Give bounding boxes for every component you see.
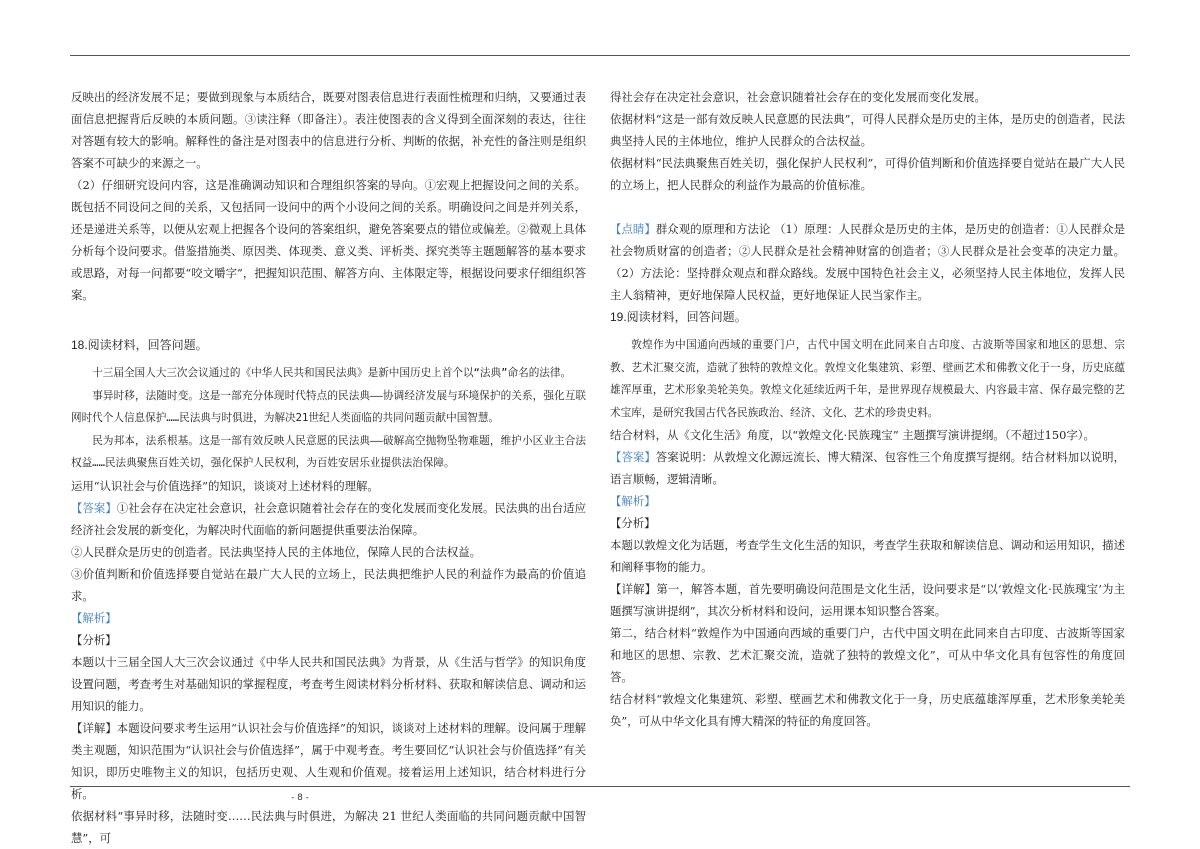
page-number: - 8 - bbox=[291, 793, 309, 803]
text-paragraph: 得社会存在决定社会意识，社会意识随着社会存在的变化发展而变化发展。 bbox=[610, 90, 986, 104]
header-rule bbox=[70, 55, 1130, 56]
answer-paragraph bbox=[610, 446, 1125, 490]
detail-text: 第一，解答本题，首先要明确设问范围是文化生活，设问要求是“以‘敦煌文化·民族瑰宝’为主题撰写演讲提纲”，其次分析材料和设问，运用课本知识整合答案。 bbox=[610, 582, 1125, 618]
material-paragraph: 事异时移，法随时变。这是一部充分体现时代特点的民法典——协调经济发展与环境保护的关系，强化互联网时代个人信息保护……民法典与时俱进，为解决21世纪人类面临的共同问题贡献中国智慧。 bbox=[71, 389, 586, 424]
text-paragraph: 结合材料“敦煌文化集建筑、彩塑、壁画艺术和佛教文化于一身，历史底蕴雄浑厚重，艺术形象美轮美奂”，可从中华文化具有博大精深的特征的角度回答。 bbox=[610, 692, 1125, 728]
text-paragraph: 第二，结合材料“敦煌作为中国通向西域的重要门户，古代中国文明在此同来自古印度、古波斯等国家和地区的思想、宗教、艺术汇聚交流，造就了独特的敦煌文化”，可从中华文化具有包容性的角度回答。 bbox=[610, 626, 1125, 684]
fenxi-paragraph: 本题以敦煌文化为话题，考查学生文化生活的知识，考查学生获取和解读信息、调动和运用知识，描述和阐释事物的能力。 bbox=[610, 538, 1125, 574]
analysis-tag: 【解析】 bbox=[610, 494, 656, 508]
material-paragraph: 民为邦本，法系根基。这是一部有效反映人民意愿的民法典——破解高空抛物坠物难题，维护小区业主合法权益……民法典聚焦百姓关切，强化保护人民权利，为百姓安居乐业提供法治保障。 bbox=[71, 434, 586, 469]
tip-tag: 【点睛】 bbox=[610, 222, 656, 236]
answer-text: 答案说明：从敦煌文化源远流长、博大精深、包容性三个角度撰写提纲。结合材料加以说明，语言顺畅，逻辑清晰。 bbox=[610, 450, 1125, 486]
question-19-title: 19.阅读材料，回答问题。 bbox=[610, 310, 747, 324]
text-paragraph: （2）仔细研究设问内容，这是准确调动知识和合理组织答案的导向。①宏观上把握设问之间的关系。既包括不同设问之间的关系，又包括同一设问中的两个小设问之间的关系。明确设问之间是并列关系，还是递进关系等，以便从宏观上把握各个设问的答案组织，避免答案要点的错位或偏差。②微观上具体分析每个设问要求。借鉴措施类、原因类、体现类、意义类、评析类、探究类等主题题解答的基本要求或思路，对每一问都要“咬文嚼字”，把握知识范围、解答方向、主体限定等，根据设问要求仔细组织答案。 bbox=[71, 178, 586, 302]
detail-tag: 【详解】 bbox=[610, 582, 657, 596]
footer-rule bbox=[70, 786, 1130, 787]
detail-paragraph bbox=[71, 717, 586, 805]
detail-text: 本题设问要求考生运用“认识社会与价值选择”的知识，谈谈对上述材料的理解。设问属于理解类主观题，知识范围为“认识社会与价值选择”，属于中观考查。考生要回忆“认识社会与价值选择”有关知识，即历史唯物主义的知识，包括历史观、人生观和价值观。接着运用上述知识，结合材料进行分析。 bbox=[71, 720, 586, 801]
fenxi-tag: 【分析】 bbox=[71, 632, 117, 647]
detail-tag: 【详解】 bbox=[71, 720, 117, 735]
text-paragraph: 依据材料“这是一部有效反映人民意愿的民法典”，可得人民群众是历史的主体，是历史的创造者，民法典坚持人民的主体地位，维护人民群众的合法权益。 bbox=[610, 112, 1125, 148]
answer-point: ③价值判断和价值选择要自觉站在最广大人民的立场上，民法典把维护人民的利益作为最高的价值追求。 bbox=[71, 566, 586, 603]
answer-point: ②人民群众是历史的创造者。民法典坚持人民的主体地位，保障人民的合法权益。 bbox=[71, 544, 482, 559]
detail-paragraph bbox=[610, 578, 1125, 622]
answer-paragraph bbox=[71, 497, 586, 541]
text-paragraph: 依据材料“民法典聚焦百姓关切，强化保护人民权利”，可得价值判断和价值选择要自觉站在最广大人民的立场上，把人民群众的利益作为最高的价值标准。 bbox=[610, 156, 1125, 192]
text-paragraph: 反映出的经济发展不足；要做到现象与本质结合，既要对图表信息进行表面性梳理和归纳，又要通过表面信息把握背后反映的本质问题。③读注释（即备注）。表注使图表的含义得到全面深刻的表达，往往对答题有较大的影响。解释性的备注是对图表中的信息进行分析、判断的依据，补充性的备注则是组织答案不可缺少的来源之一。 bbox=[71, 90, 586, 170]
material-paragraph: 敦煌作为中国通向西域的重要门户，古代中国文明在此同来自古印度、古波斯等国家和地区的思想、宗教、艺术汇聚交流，造就了独特的敦煌文化。敦煌文化集建筑、彩塑、壁画艺术和佛教文化于一身，历史底蕴雄浑厚重，艺术形象美轮美奂。敦煌文化延续近两千年，是世界现存规模最大、内容最丰富、保存最完整的艺术宝库，是研究我国古代各民族政治、经济、文化、艺术的珍贵史料。 bbox=[610, 339, 1125, 419]
left-column bbox=[71, 86, 586, 849]
fenxi-tag: 【分析】 bbox=[610, 516, 656, 530]
answer-tag: 【答案】 bbox=[610, 450, 656, 464]
answer-text: ①社会存在决定社会意识，社会意识随着社会存在的变化发展而变化发展。民法典的出台适应经济社会发展的新变化，为解决时代面临的新问题提供重要法治保障。 bbox=[71, 500, 586, 537]
text-paragraph: 依据材料“事异时移，法随时变……民法典与时俱进，为解决 21 世纪人类面临的共同问题贡献中国智慧”，可 bbox=[71, 808, 586, 845]
right-column bbox=[610, 86, 1125, 732]
question-18-title: 18.阅读材料，回答问题。 bbox=[71, 338, 208, 352]
question-prompt: 运用“认识社会与价值选择”的知识，谈谈对上述材料的理解。 bbox=[71, 478, 379, 493]
analysis-tag: 【解析】 bbox=[71, 610, 117, 625]
tip-text: 群众观的原理和方法论 （1）原理：人民群众是历史的主体，是历史的创造者：①人民群众是社会物质财富的创造者；②人民群众是社会精神财富的创造者；③人民群众是社会变革的决定力量。 （2）方法论：坚持群众观点和群众路线。发展中国特色社会主义，必须坚持人民主体地位，发挥人民主人翁精神，更好地保障人民权益，更好地保证人民当家作主。 bbox=[610, 222, 1125, 302]
question-prompt: 结合材料，从《文化生活》角度，以“敦煌文化·民族瑰宝” 主题撰写演讲提纲。（不超过150字）。 bbox=[610, 428, 1095, 442]
tip-paragraph bbox=[610, 218, 1125, 306]
material-paragraph: 十三届全国人大三次会议通过的《中华人民共和国民法典》是新中国历史上首个以“法典”命名的法律。 bbox=[92, 367, 572, 379]
answer-tag: 【答案】 bbox=[71, 500, 117, 515]
fenxi-paragraph: 本题以十三届全国人大三次会议通过《中华人民共和国民法典》为背景，从《生活与哲学》的知识角度设置问题，考查考生对基础知识的掌握程度，考查考生阅读材料分析材料、获取和解读信息、调动和运用知识的能力。 bbox=[71, 654, 586, 713]
